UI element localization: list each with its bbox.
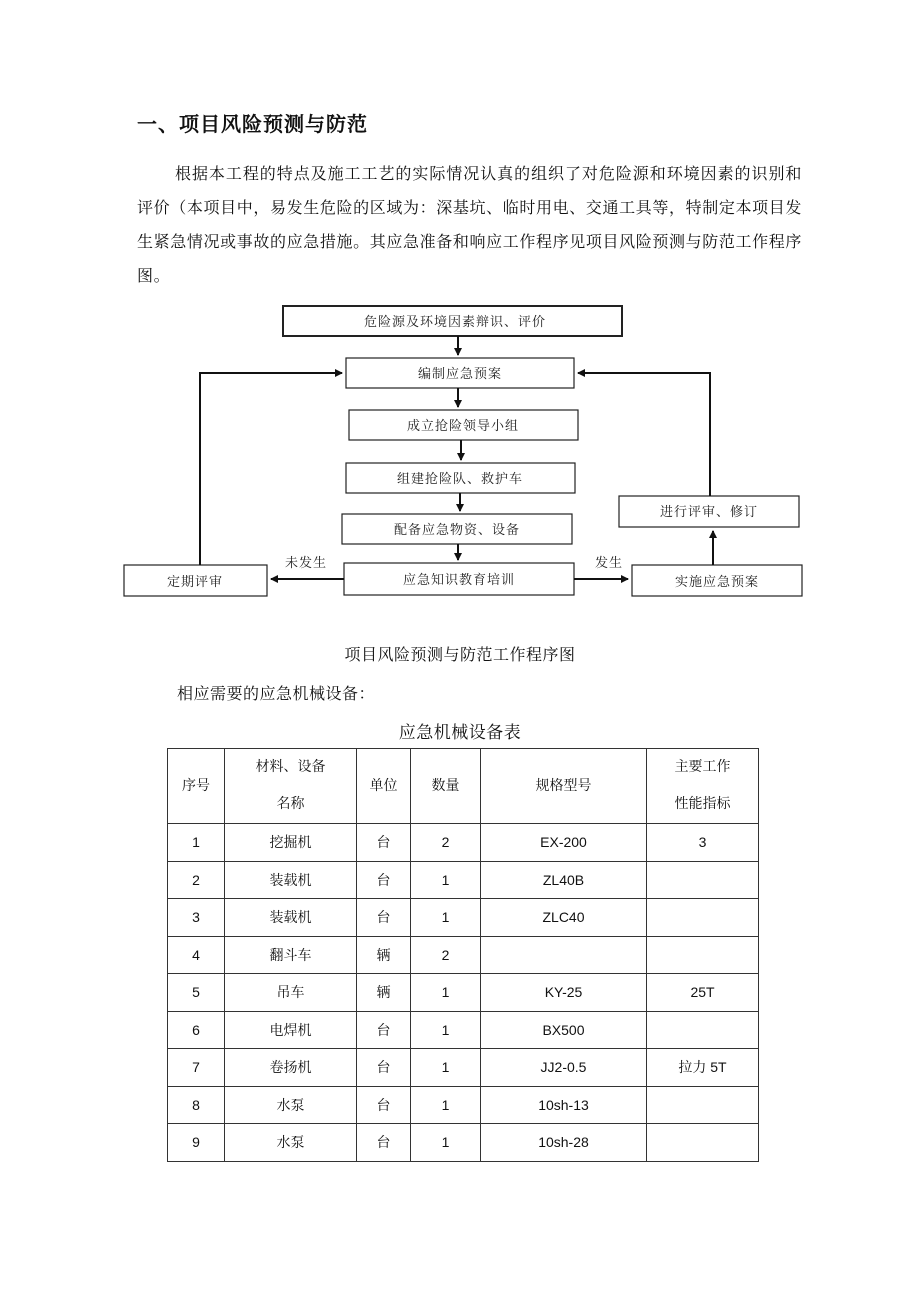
cell-name: 吊车 [225, 974, 357, 1012]
header-perf-line2: 性能指标 [674, 796, 731, 812]
cell-unit: 台 [357, 1049, 411, 1087]
arrow-revise-loop [578, 373, 710, 496]
cell-name: 挖掘机 [225, 824, 357, 862]
cell-qty: 1 [411, 974, 481, 1012]
cell-name: 电焊机 [225, 1011, 357, 1049]
cell-unit: 台 [357, 861, 411, 899]
cell-performance: 拉力 5T [647, 1049, 759, 1087]
cell-performance: 25T [647, 974, 759, 1012]
cell-qty: 2 [411, 936, 481, 974]
label-identify: 危险源及环境因素辩识、评价 [363, 315, 547, 330]
cell-unit: 辆 [357, 974, 411, 1012]
cell-performance [647, 861, 759, 899]
cell-name: 翻斗车 [225, 936, 357, 974]
cell-unit: 台 [357, 1124, 411, 1162]
cell-name: 装载机 [225, 861, 357, 899]
cell-index: 2 [168, 861, 225, 899]
label-periodic-review: 定期评审 [166, 575, 224, 590]
table-row [168, 936, 759, 974]
workflow-diagram [0, 0, 920, 620]
table-caption: 应急机械设备表 [398, 723, 522, 743]
label-compile-plan: 编制应急预案 [417, 367, 503, 382]
cell-qty: 1 [411, 1011, 481, 1049]
cell-model [481, 936, 647, 974]
cell-index: 8 [168, 1086, 225, 1124]
cell-name: 水泵 [225, 1086, 357, 1124]
cell-unit: 辆 [357, 936, 411, 974]
cell-name: 卷扬机 [225, 1049, 357, 1087]
equipment-table [167, 748, 759, 1162]
cell-name: 水泵 [225, 1124, 357, 1162]
cell-model: 10sh-28 [481, 1124, 647, 1162]
label-rescue-team: 组建抢险队、救护车 [396, 472, 524, 487]
label-occurred: 发生 [594, 556, 624, 571]
table-header-row [168, 749, 759, 824]
table-row [168, 861, 759, 899]
cell-performance [647, 1011, 759, 1049]
header-name-line1: 材料、设备 [255, 759, 326, 775]
figure-caption: 项目风险预测与防范工作程序图 [344, 645, 576, 664]
cell-performance [647, 1124, 759, 1162]
header-model: 规格型号 [481, 749, 647, 824]
cell-name: 装载机 [225, 899, 357, 937]
header-name [225, 749, 357, 824]
cell-index: 1 [168, 824, 225, 862]
cell-index: 9 [168, 1124, 225, 1162]
table-row [168, 899, 759, 937]
cell-qty: 1 [411, 1049, 481, 1087]
cell-index: 3 [168, 899, 225, 937]
cell-model: BX500 [481, 1011, 647, 1049]
cell-qty: 1 [411, 861, 481, 899]
cell-performance: 3 [647, 824, 759, 862]
cell-qty: 1 [411, 1086, 481, 1124]
header-qty: 数量 [411, 749, 481, 824]
table-row [168, 974, 759, 1012]
header-performance [647, 749, 759, 824]
table-row [168, 824, 759, 862]
label-review-revise: 进行评审、修订 [659, 505, 759, 520]
cell-model: JJ2-0.5 [481, 1049, 647, 1087]
intro-paragraph: 根据本工程的特点及施工工艺的实际情况认真的组织了对危险源和环境因素的识别和评价（本项目中，易发生危险的区域为：深基坑、临时用电、交通工具等，特制定本项目发生紧急情况或事故的应急措施。其应急准备和响应工作程序见项目风险预测与防范工作程序图。 [137, 164, 802, 285]
arrow-review-loop [200, 373, 342, 565]
cell-unit: 台 [357, 824, 411, 862]
header-perf-line1: 主要工作 [674, 759, 731, 775]
header-name-line2: 名称 [276, 796, 305, 812]
cell-model: 10sh-13 [481, 1086, 647, 1124]
label-implement-plan: 实施应急预案 [674, 575, 760, 590]
cell-model: EX-200 [481, 824, 647, 862]
cell-model: ZL40B [481, 861, 647, 899]
cell-qty: 2 [411, 824, 481, 862]
cell-index: 4 [168, 936, 225, 974]
label-not-occurred: 未发生 [284, 556, 328, 571]
table-row [168, 1011, 759, 1049]
cell-index: 6 [168, 1011, 225, 1049]
equipment-intro: 相应需要的应急机械设备： [177, 684, 376, 703]
table-row [168, 1086, 759, 1124]
label-materials: 配备应急物资、设备 [393, 523, 521, 538]
cell-performance [647, 1086, 759, 1124]
cell-index: 7 [168, 1049, 225, 1087]
header-unit: 单位 [357, 749, 411, 824]
header-index: 序号 [168, 749, 225, 824]
label-training: 应急知识教育培训 [402, 573, 516, 588]
cell-performance [647, 936, 759, 974]
cell-index: 5 [168, 974, 225, 1012]
table-row [168, 1124, 759, 1162]
cell-unit: 台 [357, 1011, 411, 1049]
cell-unit: 台 [357, 899, 411, 937]
cell-model: ZLC40 [481, 899, 647, 937]
cell-unit: 台 [357, 1086, 411, 1124]
table-row [168, 1049, 759, 1087]
cell-performance [647, 899, 759, 937]
cell-model: KY-25 [481, 974, 647, 1012]
cell-qty: 1 [411, 1124, 481, 1162]
cell-qty: 1 [411, 899, 481, 937]
section-heading: 一、项目风险预测与防范 [137, 112, 368, 136]
label-leader-group: 成立抢险领导小组 [406, 419, 520, 434]
